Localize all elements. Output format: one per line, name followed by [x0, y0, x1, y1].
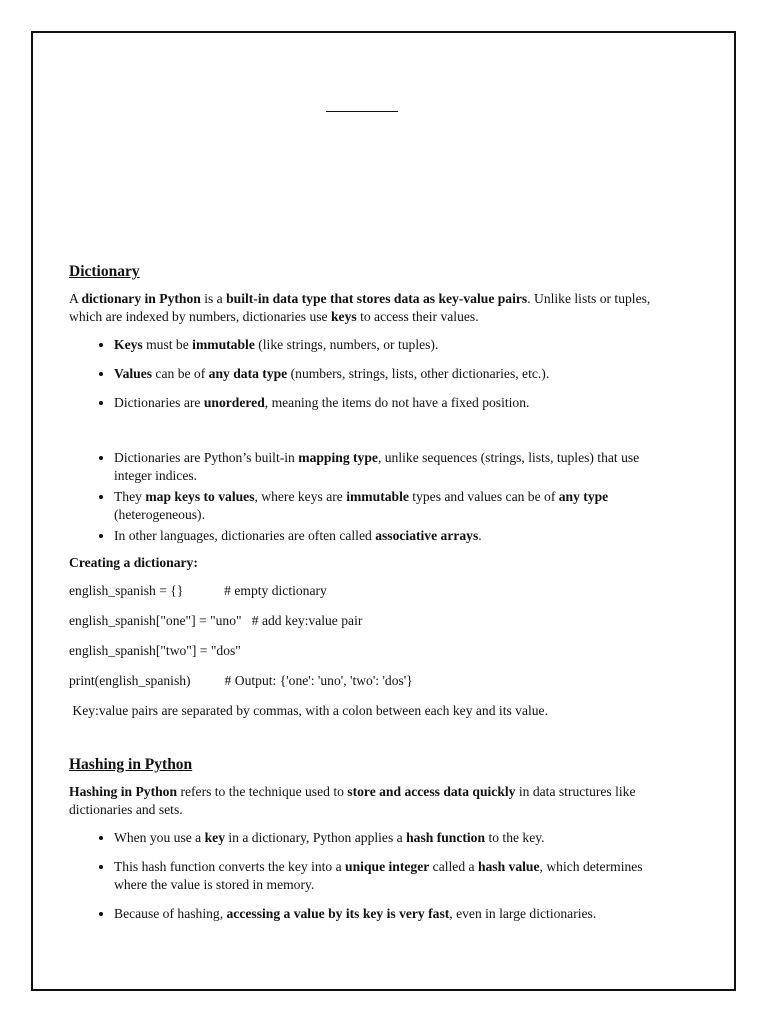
code-line: english_spanish["two"] = "dos" — [69, 643, 241, 658]
dictionary-closing-note: Key:value pairs are separated by commas, with a colon between each key and its value. — [69, 703, 548, 718]
document-body — [69, 262, 669, 934]
creating-dictionary-label: Creating a dictionary: — [69, 555, 198, 570]
list-item: • Dictionaries are unordered, meaning the items do not have a fixed position. — [114, 394, 669, 412]
hashing-heading: Hashing in Python — [69, 756, 193, 773]
dictionary-mapping-list — [69, 449, 669, 545]
code-line: print(english_spanish) # Output: {'one': 'uno', 'two': 'dos'} — [69, 673, 413, 688]
dictionary-intro: A dictionary in Python is a built-in data type that stores data as key-value pairs. Unlike lists or tuples, which are indexed by numbers, dictionaries use keys to access their values. — [69, 291, 651, 324]
list-item: • Dictionaries are Python’s built-in mapping type, unlike sequences (strings, lists, tuples) that use integer indices. — [114, 449, 669, 485]
dictionary-heading: Dictionary — [69, 263, 140, 280]
hashing-intro: Hashing in Python refers to the technique used to store and access data quickly in data structures like dictionaries and sets. — [69, 784, 636, 817]
list-item: • Keys must be immutable (like strings, numbers, or tuples). — [114, 336, 669, 354]
list-item: • When you use a key in a dictionary, Python applies a hash function to the key. — [114, 829, 669, 847]
hashing-list — [69, 829, 669, 923]
list-item: • This hash function converts the key into a unique integer called a hash value, which determines where the value is stored in memory. — [114, 858, 669, 894]
list-item: • Values can be of any data type (numbers, strings, lists, other dictionaries, etc.). — [114, 365, 669, 383]
list-item: • Because of hashing, accessing a value by its key is very fast, even in large dictionaries. — [114, 905, 669, 923]
header-rule — [326, 111, 398, 112]
code-line: english_spanish["one"] = "uno" # add key:value pair — [69, 613, 363, 628]
dictionary-properties-list — [69, 336, 669, 412]
list-item: • They map keys to values, where keys are immutable types and values can be of any type (heterogeneous). — [114, 488, 669, 524]
list-item: • In other languages, dictionaries are often called associative arrays. — [114, 527, 669, 545]
code-line: english_spanish = {} # empty dictionary — [69, 583, 327, 598]
